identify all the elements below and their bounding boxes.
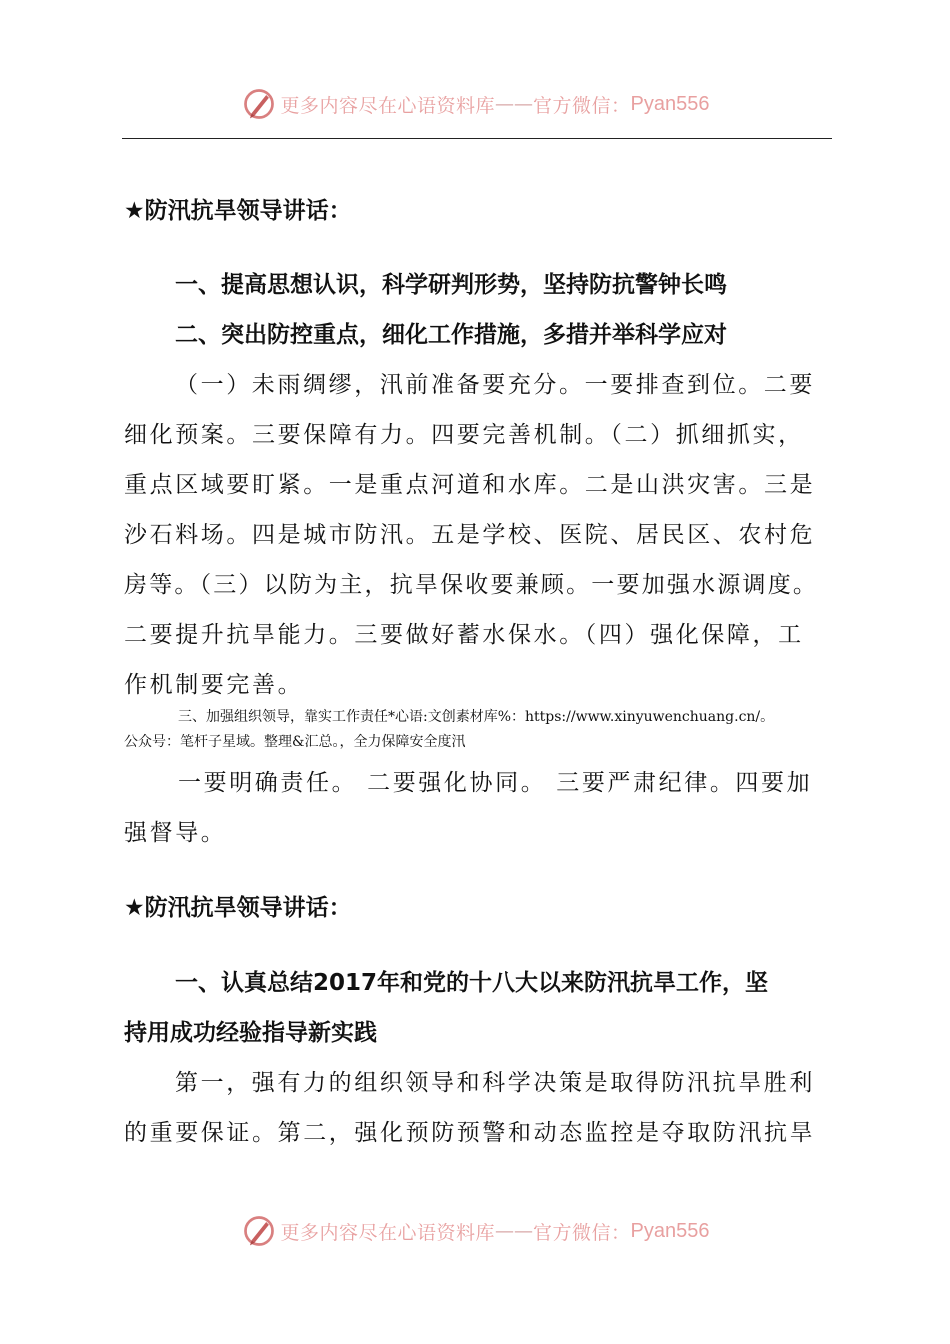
watermark-dash: —— [495,93,534,115]
section1-body-line: 二要提升抗旱能力。三要做好蓄水保水。（四）强化保障，工 [124,622,804,648]
watermark-text: 更多内容尽在心语资料库 [280,1221,496,1244]
watermark-wechat-id: Pyan556 [630,1219,710,1242]
section2-point1-line: 持用成功经验指导新实践 [124,1020,377,1046]
pen-logo-icon [241,86,277,122]
section1-body-line: 房等。（三）以防为主，抗旱保收要兼顾。一要加强水源调度。 [124,572,819,598]
section1-body-line: （一）未雨绸缪，汛前准备要充分。一要排查到位。二要 [175,372,815,398]
section1-point3-line1: 三、加强组织领导，靠实工作责任*心语:文创素材库%：https://www.xinyuwenchuang.cn/。 [178,709,775,725]
watermark-dash: —— [495,1220,534,1242]
section1-body-line: 细化预案。三要保障有力。四要完善机制。（二）抓细抓实， [124,422,804,448]
section1-body-line: 重点区域要盯紧。一是重点河道和水库。二是山洪灾害。三是 [124,472,816,498]
footer-watermark [0,1211,950,1251]
section2-body-line: 的重要保证。第二，强化预防预警和动态监控是夺取防汛抗旱 [124,1120,816,1146]
section1-heading: ★防汛抗旱领导讲话： [124,198,352,224]
header-watermark [0,84,950,124]
section2-point1-line: 一、认真总结2017年和党的十八大以来防汛抗旱工作，坚 [175,970,769,996]
header-divider [122,138,832,139]
section1-body2-line: 强督导。 [124,820,227,846]
section2-heading: ★防汛抗旱领导讲话： [124,895,352,921]
watermark-wechat-label: 官方微信： [533,1221,631,1244]
section1-point1: 一、提高思想认识，科学研判形势，坚持防抗警钟长鸣 [175,272,727,298]
section1-point3-line2: 公众号：笔杆子星域。整理&汇总。，全力保障安全度汛 [124,734,466,750]
watermark-wechat-id: Pyan556 [630,92,710,115]
pen-logo-icon [241,1213,277,1249]
section1-body2-line: 一要明确责任。 二要强化协同。 三要严肃纪律。四要加 [178,770,813,796]
section1-point2: 二、突出防控重点，细化工作措施，多措并举科学应对 [175,322,727,348]
watermark-wechat-label: 官方微信： [533,94,631,117]
section2-body-line: 第一，强有力的组织领导和科学决策是取得防汛抗旱胜利 [175,1070,815,1096]
section1-body-line: 沙石料场。四是城市防汛。五是学校、医院、居民区、农村危 [124,522,816,548]
watermark-text: 更多内容尽在心语资料库 [280,94,496,117]
section1-body-line: 作机制要完善。 [124,672,304,698]
